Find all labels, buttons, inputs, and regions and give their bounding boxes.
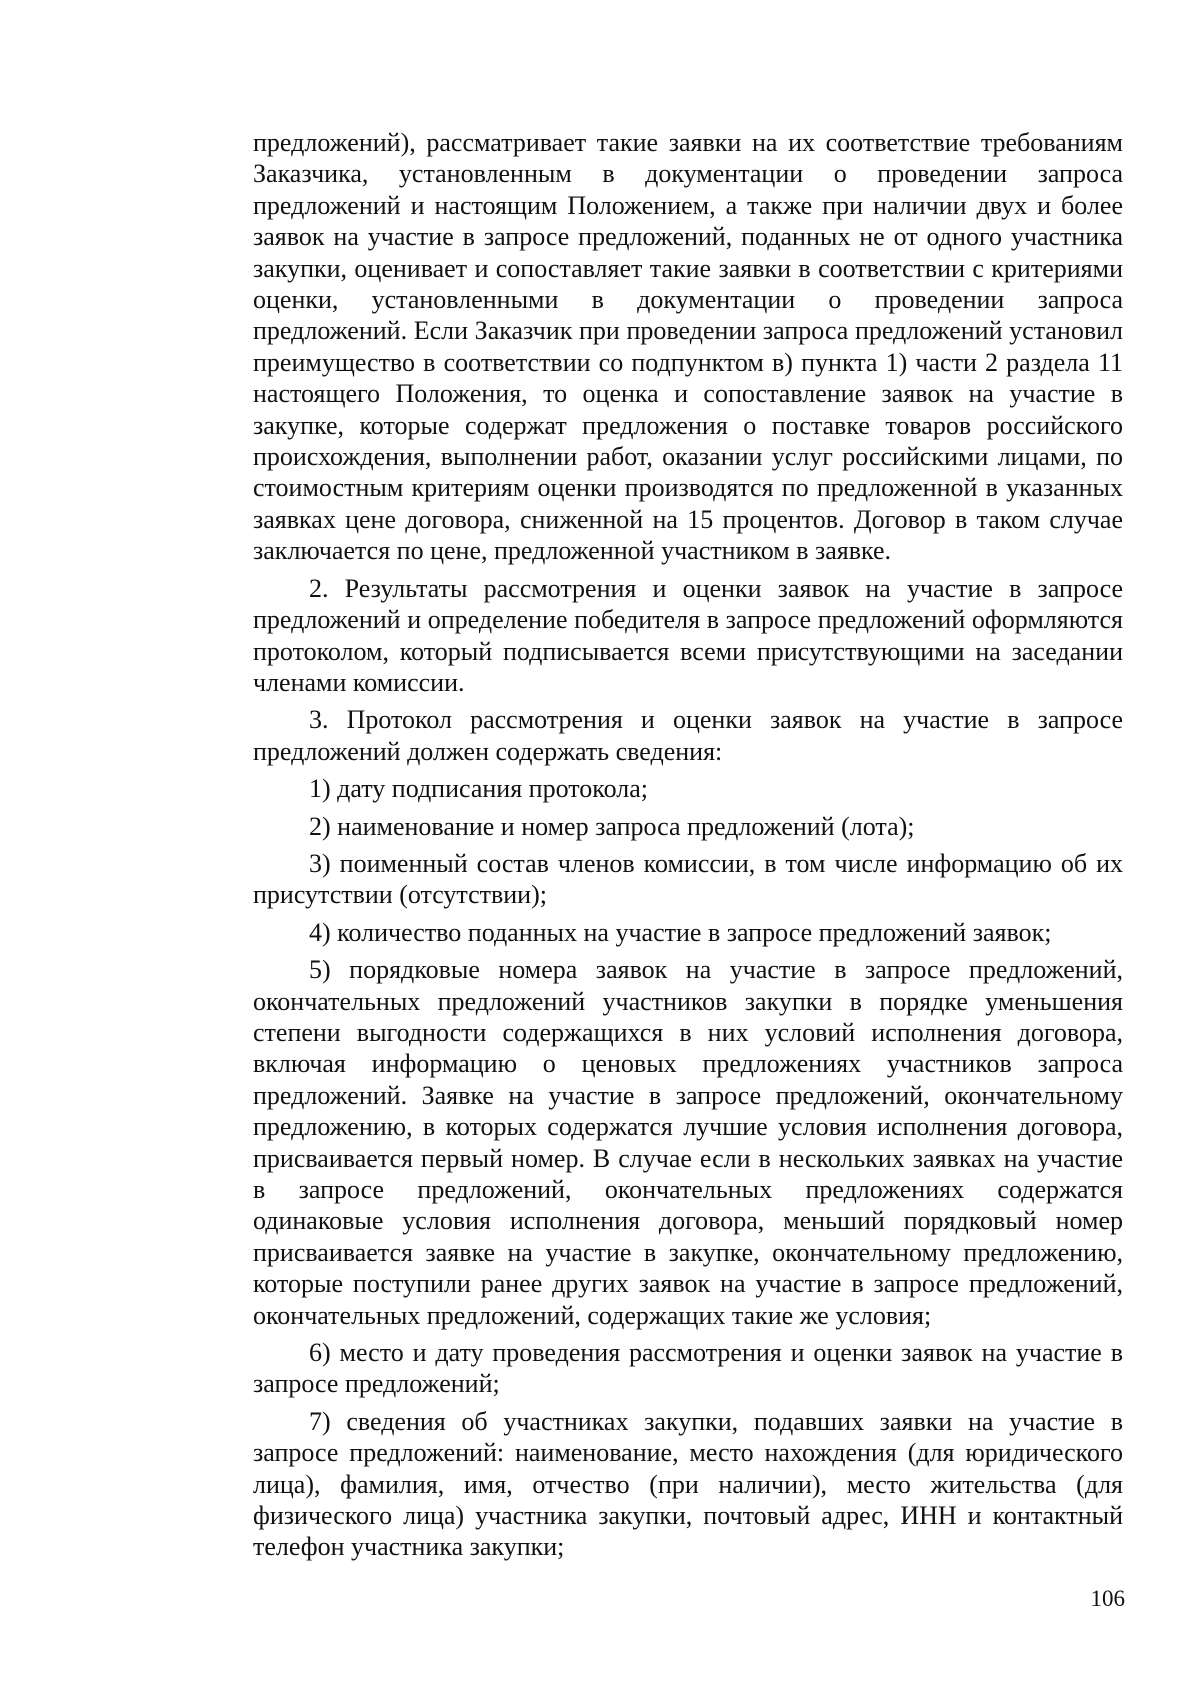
list-item-4: 4) количество поданных на участие в запросе предложений заявок; (309, 917, 1052, 947)
list-item-5: 5) порядковые номера заявок на участие в запросе предложений, окончательных предложений участников закупки в порядке уменьшения степени выгодности содержащихся в них условий исполнения договора, включая информацию о ценовых предложениях участников запроса предложений. Заявке на участие в запросе предложений, окончательному предложению, в которых содержатся лучшие условия исполнения договора, присваивается первый номер. В случае если в нескольких заявках на участие в запросе предложений, окончательных предложениях содержатся одинаковые условия исполнения договора, меньший порядковый номер присваивается заявке на участие в закупке, окончательному предложению, которые поступили ранее других заявок на участие в запросе предложений, окончательных предложений, содержащих такие же условия; (253, 955, 1123, 1330)
list-item-2: 2) наименование и номер запроса предложений (лота); (309, 811, 915, 841)
paragraph-item-2: 2. Результаты рассмотрения и оценки заявок на участие в запросе предложений и определение победителя в запросе предложений оформляются протоколом, который подписывается всеми присутствующими на заседании членами комиссии. (253, 573, 1123, 697)
paragraph-continuation: предложений), рассматривает такие заявки на их соответствие требованиям Заказчика, установленным в документации о проведении запроса предложений и настоящим Положением, а также при наличии двух и более заявок на участие в запросе предложений, поданных не от одного участника закупки, оценивает и сопоставляет такие заявки в соответствии с критериями оценки, установленными в документации о проведении запроса предложений. Если Заказчик при проведении запроса предложений установил преимущество в соответствии со подпунктом в) пункта 1) части 2 раздела 11 настоящего Положения, то оценка и сопоставление заявок на участие в закупке, которые содержат предложения о поставке товаров российского происхождения, выполнении работ, оказании услуг российскими лицами, по стоимостным критериям оценки производятся по предложенной в указанных заявках цене договора, сниженной на 15 процентов. Договор в таком случае заключается по цене, предложенной участником в заявке. (253, 128, 1123, 566)
list-item-3: 3) поименный состав членов комиссии, в том числе информацию об их присутствии (отсутствии); (253, 848, 1123, 910)
body-text (253, 127, 1123, 1569)
list-item-7: 7) сведения об участниках закупки, подавших заявки на участие в запросе предложений: наименование, место нахождения (для юридического лица), фамилия, имя, отчество (при наличии), место жительства (для физического лица) участника закупки, почтовый адрес, ИНН и контактный телефон участника закупки; (253, 1406, 1123, 1562)
page-number: 106 (1090, 1586, 1125, 1611)
list-item-1: 1) дату подписания протокола; (309, 774, 648, 804)
list-item-6: 6) место и дату проведения рассмотрения и оценки заявок на участие в запросе предложений; (253, 1338, 1123, 1399)
paragraph-item-3: 3. Протокол рассмотрения и оценки заявок на участие в запросе предложений должен содержать сведения: (253, 705, 1123, 766)
